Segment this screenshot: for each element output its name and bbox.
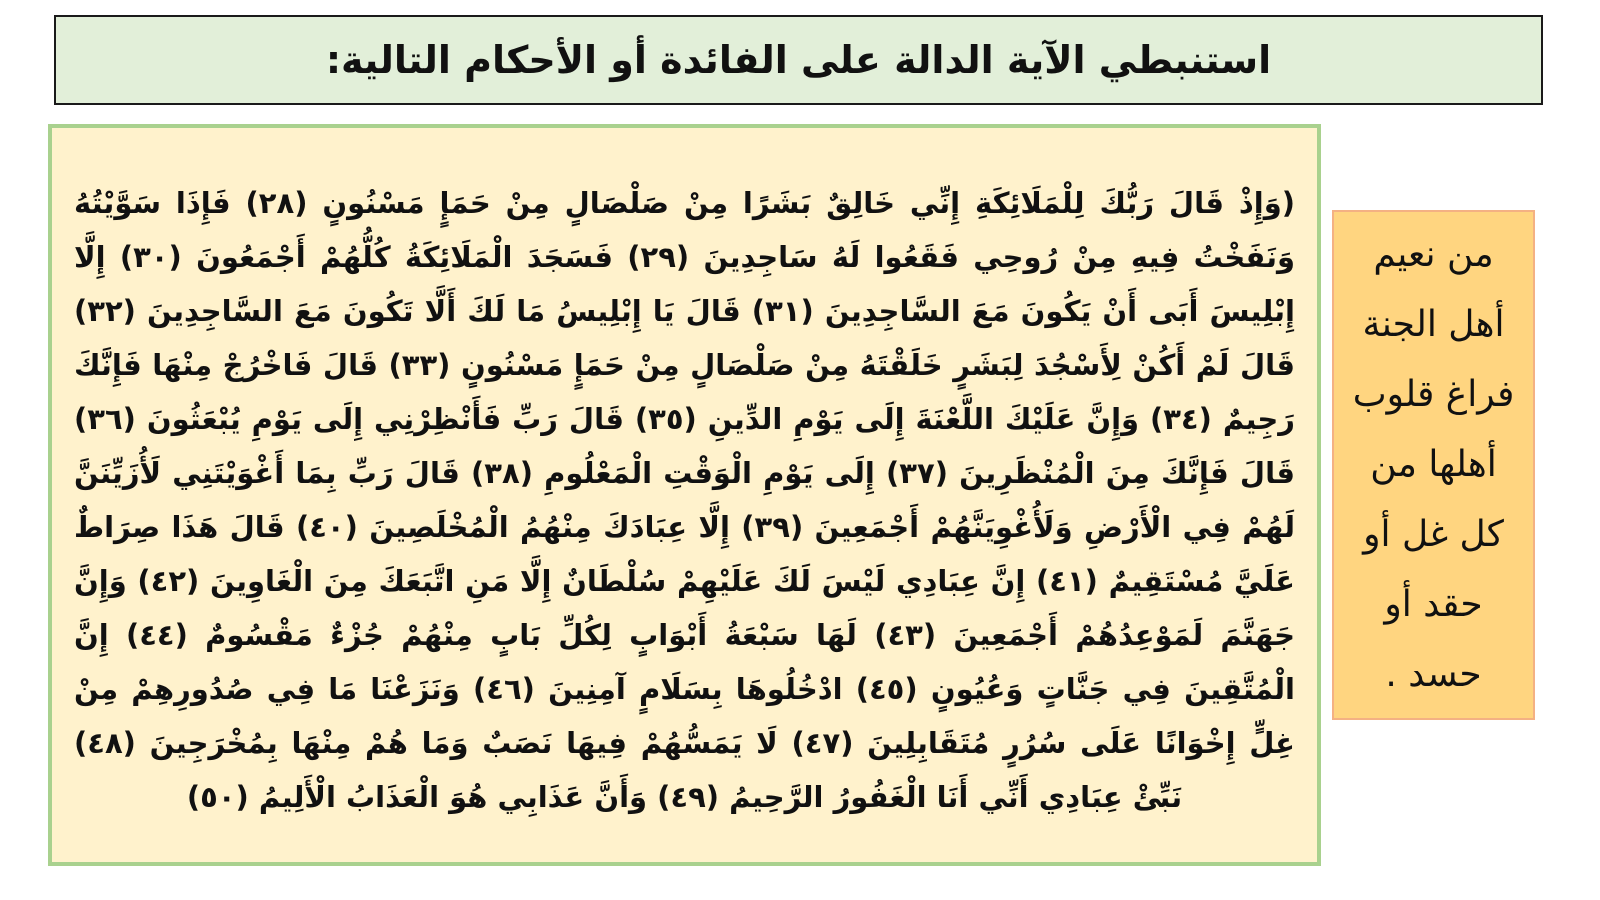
benefit-card [1332, 210, 1535, 720]
instruction-title: استنبطي الآية الدالة على الفائدة أو الأحكام التالية: [325, 38, 1272, 82]
instruction-header [54, 15, 1543, 105]
verses-panel [48, 124, 1321, 866]
benefit-text: من نعيم أهل الجنة فراغ قلوب أهلها من كل غل أو حقد أو حسد . [1352, 234, 1515, 695]
quran-verses-text: (وَإِذْ قَالَ رَبُّكَ لِلْمَلَائِكَةِ إِنِّي خَالِقٌ بَشَرًا مِنْ صَلْصَالٍ مِنْ حَمَإٍ مَسْنُونٍ (٢٨) فَإِذَا سَوَّيْتُهُ وَنَفَخْتُ فِيهِ مِنْ رُوحِي فَقَعُوا لَهُ سَاجِدِينَ (٢٩) فَسَجَدَ الْمَلَائِكَةُ كُلُّهُمْ أَجْمَعُونَ (٣٠) إِلَّا إِبْلِيسَ أَبَى أَنْ يَكُونَ مَعَ السَّاجِدِينَ (٣١) قَالَ يَا إِبْلِيسُ مَا لَكَ أَلَّا تَكُونَ مَعَ السَّاجِدِينَ (٣٢) قَالَ لَمْ أَكُنْ لِأَسْجُدَ لِبَشَرٍ خَلَقْتَهُ مِنْ صَلْصَالٍ مِنْ حَمَإٍ مَسْنُونٍ (٣٣) قَالَ فَاخْرُجْ مِنْهَا فَإِنَّكَ رَجِيمٌ (٣٤) وَإِنَّ عَلَيْكَ اللَّعْنَةَ إِلَى يَوْمِ الدِّينِ (٣٥) قَالَ رَبِّ فَأَنْظِرْنِي إِلَى يَوْمِ يُبْعَثُونَ (٣٦) قَالَ فَإِنَّكَ مِنَ الْمُنْظَرِينَ (٣٧) إِلَى يَوْمِ الْوَقْتِ الْمَعْلُومِ (٣٨) قَالَ رَبِّ بِمَا أَغْوَيْتَنِي لَأُزَيِّنَنَّ لَهُمْ فِي الْأَرْضِ وَلَأُغْوِيَنَّهُمْ أَجْمَعِينَ (٣٩) إِلَّا عِبَادَكَ مِنْهُمُ الْمُخْلَصِينَ (٤٠) قَالَ هَذَا صِرَاطٌ عَلَيَّ مُسْتَقِيمٌ (٤١) إِنَّ عِبَادِي لَيْسَ لَكَ عَلَيْهِمْ سُلْطَانٌ إِلَّا مَنِ اتَّبَعَكَ مِنَ الْغَاوِينَ (٤٢) وَإِنَّ جَهَنَّمَ لَمَوْعِدُهُمْ أَجْمَعِينَ (٤٣) لَهَا سَبْعَةُ أَبْوَابٍ لِكُلِّ بَابٍ مِنْهُمْ جُزْءٌ مَقْسُومٌ (٤٤) إِنَّ الْمُتَّقِينَ فِي جَنَّاتٍ وَعُيُونٍ (٤٥) ادْخُلُوهَا بِسَلَامٍ آمِنِينَ (٤٦) وَنَزَعْنَا مَا فِي صُدُورِهِمْ مِنْ غِلٍّ إِخْوَانًا عَلَى سُرُرٍ مُتَقَابِلِينَ (٤٧) لَا يَمَسُّهُمْ فِيهَا نَصَبٌ وَمَا هُمْ مِنْهَا بِمُخْرَجِينَ (٤٨) نَبِّئْ عِبَادِي أَنِّي أَنَا الْغَفُورُ الرَّحِيمُ (٤٩) وَأَنَّ عَذَابِي هُوَ الْعَذَابُ الْأَلِيمُ (٥٠) [74, 186, 1296, 814]
